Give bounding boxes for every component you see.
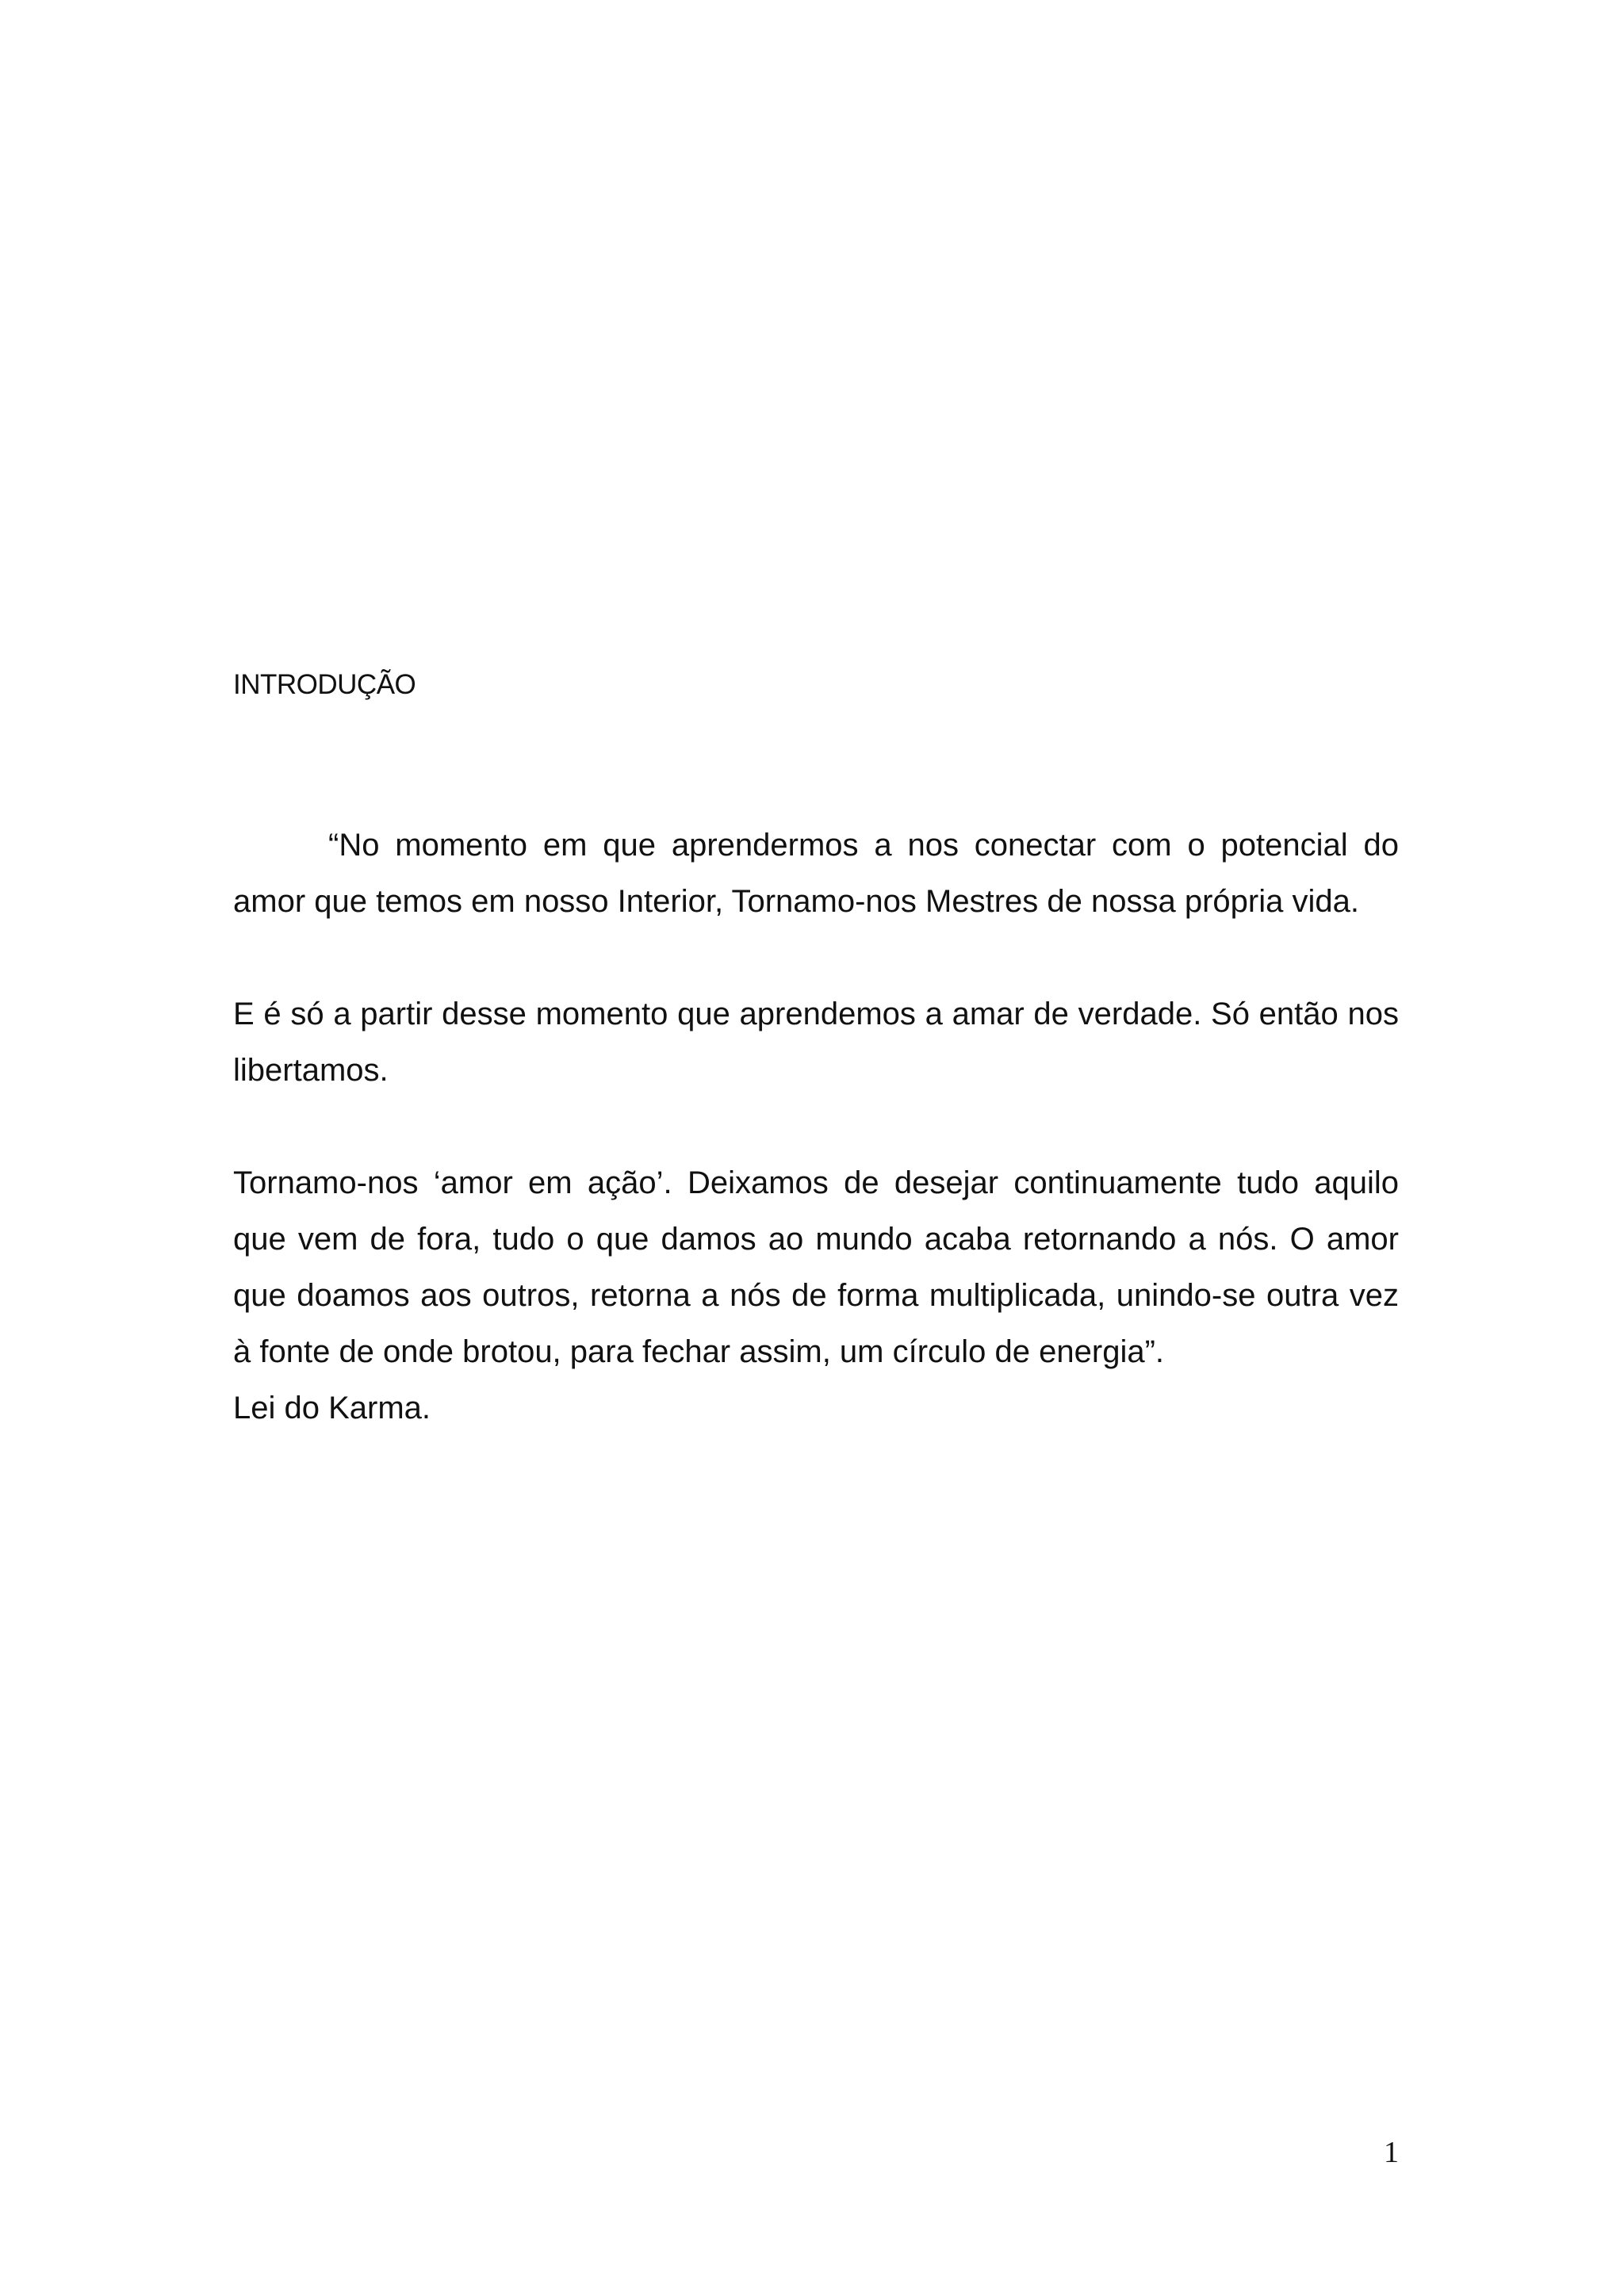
quote-paragraph-2: E é só a partir desse momento que aprendemos a amar de verdade. Só então nos libertamos. bbox=[233, 997, 1399, 1088]
quote-attribution: Lei do Karma. bbox=[233, 1391, 431, 1425]
quote-paragraph-3: Tornamo-nos ‘amor em ação’. Deixamos de desejar continuamente tudo aquilo que vem de fora, tudo o que damos ao mundo acaba retornando a nós. O amor que doamos aos outros, retorna a nós de forma multiplicada, unindo-se outra vez à fonte de onde brotou, para fechar assim, um círculo de energia”. bbox=[233, 1165, 1399, 1369]
section-heading: INTRODUÇÃO bbox=[233, 669, 416, 700]
quote-paragraph-1: “No momento em que aprendermos a nos conectar com o potencial do amor que temos em nosso Interior, Tornamo-nos Mestres de nossa própria vida. bbox=[233, 828, 1399, 919]
page-number: 1 bbox=[1384, 2136, 1399, 2169]
